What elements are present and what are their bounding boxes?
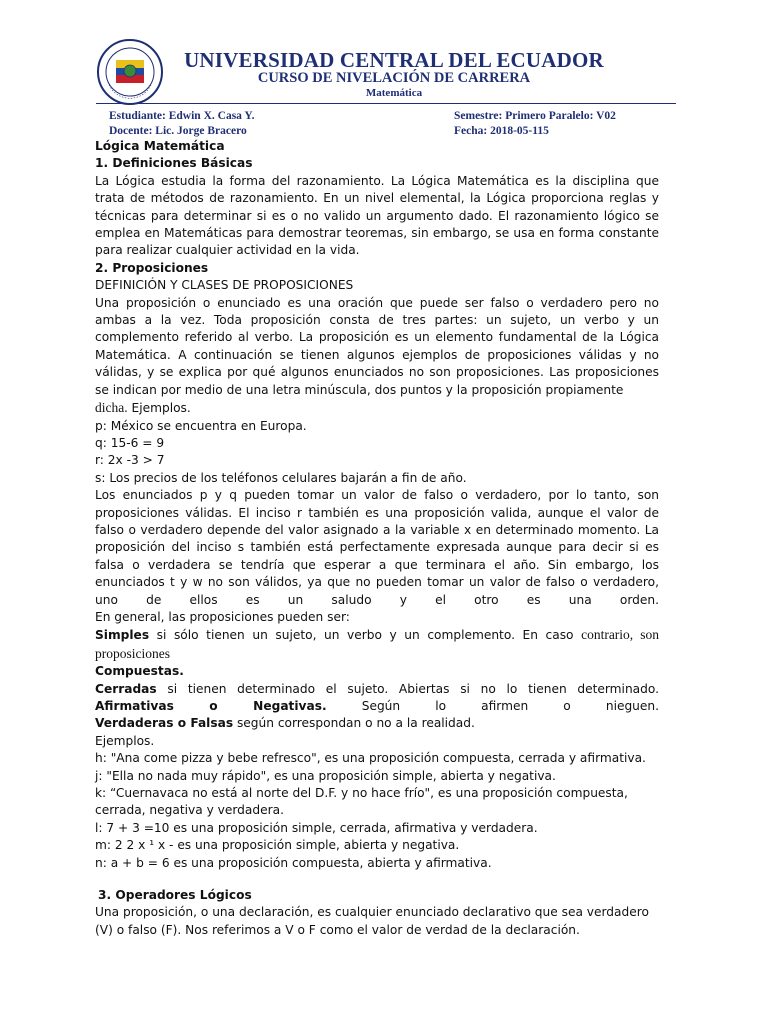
example-p: p: México se encuentra en Europa. — [95, 418, 307, 433]
university-seal-icon — [96, 38, 164, 106]
student-name: Estudiante: Edwin X. Casa Y. — [109, 110, 255, 122]
document-body — [95, 138, 659, 939]
example-r: r: 2x -3 > 7 — [95, 453, 165, 468]
date-info: Fecha: 2018-05-115 — [454, 125, 549, 137]
example-j: j: "Ella no nada muy rápido", es una proposición simple, abierta y negativa. — [95, 768, 556, 783]
section-2-paragraph-end — [95, 399, 659, 417]
example-s: s: Los precios de los teléfonos celulares bajarán a fin de año. — [95, 470, 467, 485]
example-n: n: a + b = 6 es una proposición compuesta, abierta y afirmativa. — [95, 855, 492, 870]
section-1-heading: 1. Definiciones Básicas — [95, 156, 253, 171]
example-l: l: 7 + 3 =10 es una proposición simple, cerrada, afirmativa y verdadera. — [95, 820, 538, 835]
examples-label: Ejemplos. — [127, 401, 191, 416]
section-2-subheading: DEFINICIÓN Y CLASES DE PROPOSICIONES — [95, 278, 354, 293]
section-1-paragraph: La Lógica estudia la forma del razonamiento. La Lógica Matemática es la disciplina que trata de métodos de razonamiento. En un nivel elemental, la Lógica proporciona reglas y técnicas para determinar si es o no valido un argumento dado. El razonamiento lógico se emplea en Matemáticas para demostrar teoremas, sin embargo, se usa en forma constante para realizar cualquier actividad en la vida. — [95, 173, 659, 258]
section-2-heading: 2. Proposiciones — [95, 260, 209, 275]
section-2-paragraph — [95, 295, 659, 399]
document-title: Lógica Matemática — [95, 139, 225, 153]
cerradas-text: si tienen determinado el sujeto. Abiertas si no lo tienen determinado. — [156, 681, 659, 696]
university-name: UNIVERSIDAD CENTRAL DEL ECUADOR — [184, 48, 604, 72]
example-k: k: “Cuernavaca no está al norte del D.F. y no hace frío", es una proposición compuesta, cerrada, negativa y verdadera. — [95, 786, 628, 818]
example-m: m: 2 2 x ¹ x - es una proposición simple, abierta y negativa. — [95, 838, 460, 853]
section-gap — [95, 872, 659, 887]
semester-info: Semestre: Primero Paralelo: V02 — [454, 110, 616, 122]
verdaderas-text: según correspondan o no a la realidad. — [233, 716, 475, 731]
subject-name: Matemática — [365, 87, 423, 99]
teacher-name: Docente: Lic. Jorge Bracero — [109, 125, 247, 137]
general-intro: En general, las proposiciones pueden ser: — [95, 609, 350, 624]
course-name: CURSO DE NIVELACIÓN DE CARRERA — [257, 70, 531, 86]
afirmativas-text: Según lo afirmen o nieguen. — [326, 699, 660, 713]
simples-paragraph — [95, 626, 659, 663]
simples-label: Simples — [95, 628, 150, 643]
example-q: q: 15-6 = 9 — [95, 435, 165, 450]
cerradas-label: Cerradas — [95, 681, 157, 696]
afirmativas-label: Afirmativas o Negativas. — [95, 699, 327, 713]
section-3-heading: 3. Operadores Lógicos — [98, 888, 252, 903]
examples-2-label: Ejemplos. — [95, 733, 155, 748]
analysis-paragraph: Los enunciados p y q pueden tomar un valor de falso o verdadero, por lo tanto, son proposiciones válidas. El inciso r también es una proposición valida, aunque el valor de falso o verdadero depende del valor asignado a la variable x en determinado momento. La proposición del inciso s también está perfectamente expresada aunque para decir si es falsa o verdadera se tendría que esperar a que terminara el año. Sin embargo, los enunciados t y w no son válidos, ya que no pueden tomar un valor de falso o verdadero, uno de ellos es un saludo y el otro es una orden. — [95, 488, 659, 607]
cerradas-paragraph — [95, 681, 659, 716]
header-divider — [96, 103, 676, 104]
example-h: h: "Ana come pizza y bebe refresco", es una proposición compuesta, cerrada y afirmativa. — [95, 751, 646, 766]
simples-text: si sólo tienen un sujeto, un verbo y un complemento. En caso — [149, 628, 582, 643]
verdaderas-paragraph — [95, 715, 659, 732]
section-2-text: Una proposición o enunciado es una oración que puede ser falso o verdadero pero no ambas a la vez. Toda proposición consta de tres partes: un sujeto, un verbo y un complemento referido al verbo. La proposición es un elemento fundamental de la Lógica Matemática. A continuación se tienen algunos ejemplos de proposiciones válidas y no válidas, y se explica por qué algunos enunciados no son proposiciones. Las proposiciones se indican por medio de una letra minúscula, dos puntos y la proposición propiamente — [95, 295, 659, 397]
section-3-paragraph: Una proposición, o una declaración, es cualquier enunciado declarativo que sea verdadero (V) o falso (F). Nos referimos a V o F como el valor de verdad de la declaración. — [95, 905, 649, 937]
simples-serif-text: contrario, son proposiciones — [95, 627, 660, 661]
compuestas-label: Compuestas. — [95, 664, 184, 679]
verdaderas-label: Verdaderas o Falsas — [95, 716, 234, 731]
dicha-text: dicha. — [95, 400, 128, 416]
